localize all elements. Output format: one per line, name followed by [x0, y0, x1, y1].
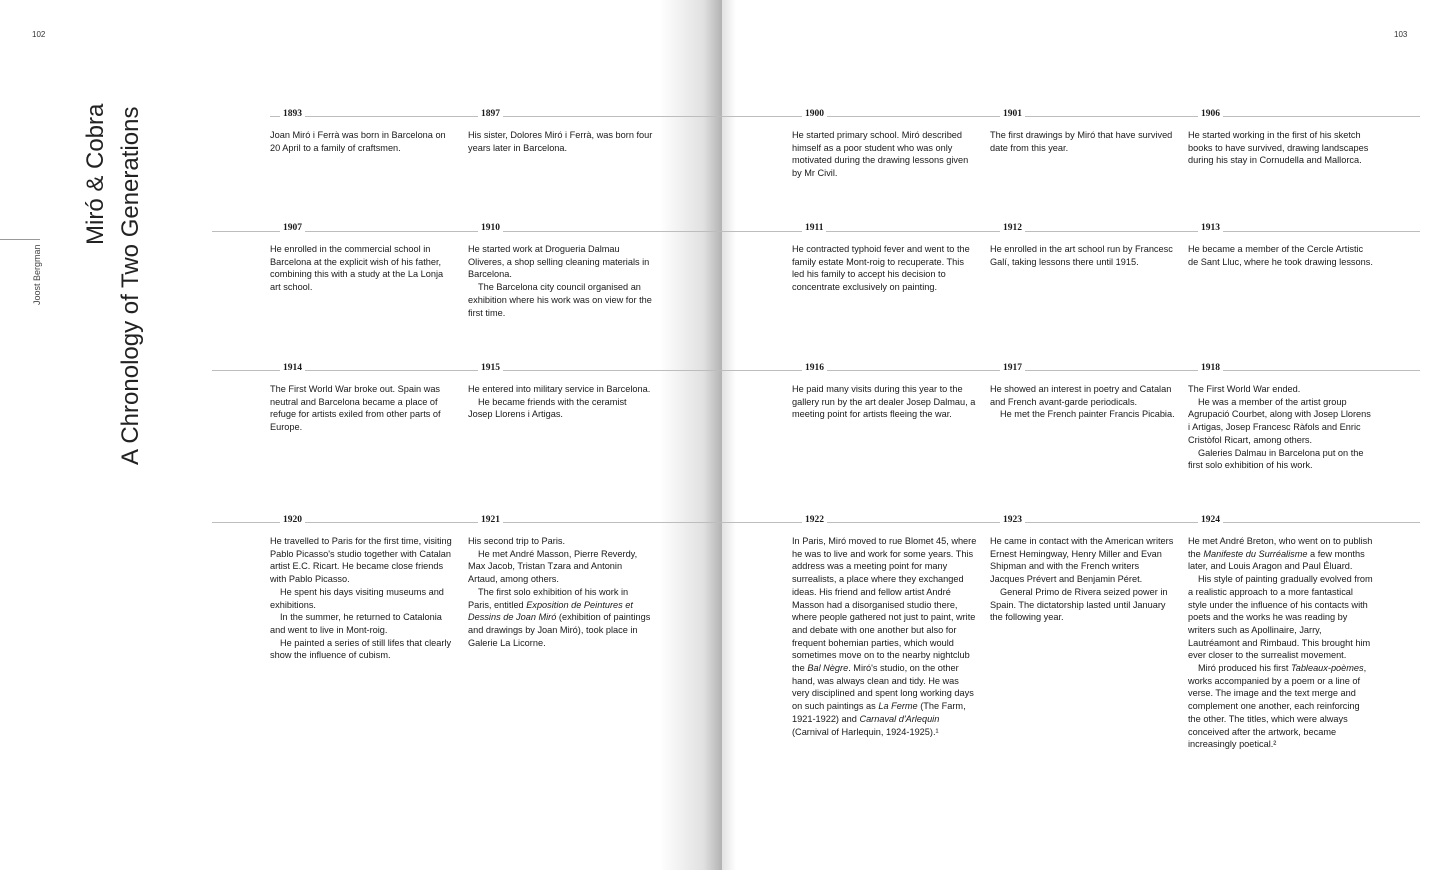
entry-1897	[468, 109, 653, 154]
entry-body	[792, 129, 977, 180]
entry-paragraph: He met the French painter Francis Picabia.	[1000, 409, 1175, 420]
entry-paragraph: He painted a series of still lifes that clearly show the influence of cubism.	[270, 637, 452, 661]
entry-year: 1910	[478, 222, 503, 235]
entry-year: 1911	[802, 222, 826, 235]
entry-paragraph: He entered into military service in Barcelona.	[468, 384, 651, 394]
entry-year: 1917	[1000, 362, 1025, 375]
entry-year: 1924	[1198, 514, 1223, 527]
entry-paragraph: The Barcelona city council organised an exhibition where his work was on view for the first time.	[468, 282, 652, 318]
entry-paragraph: He travelled to Paris for the first time, visiting Pablo Picasso's studio together with Catalan artist E.C. Ricart. He became close friends with Pablo Picasso.	[270, 536, 452, 585]
entry-1917	[990, 363, 1175, 421]
entry-1906	[1188, 109, 1373, 167]
entry-paragraph: He started working in the first of his sketch books to have survived, drawing landscapes during his stay in Cornudella and Mallorca.	[1188, 130, 1369, 166]
entry-paragraph: The First World War broke out. Spain was neutral and Barcelona became a place of refuge for artists exiled from other parts of Europe.	[270, 384, 441, 433]
entry-body	[1188, 383, 1373, 472]
entry-year: 1922	[802, 514, 827, 527]
entry-body	[468, 243, 653, 319]
entry-body	[468, 535, 653, 649]
entry-body	[270, 535, 455, 662]
entry-year: 1901	[1000, 108, 1025, 121]
entry-1915	[468, 363, 653, 421]
entry-year: 1921	[478, 514, 503, 527]
entry-paragraph: The first drawings by Miró that have survived date from this year.	[990, 130, 1173, 153]
entry-body	[990, 243, 1175, 268]
entry-paragraph: He showed an interest in poetry and Catalan and French avant-garde periodicals.	[990, 384, 1172, 407]
entry-paragraph: Joan Miró i Ferrà was born in Barcelona on 20 April to a family of craftsmen.	[270, 130, 446, 153]
entry-year: 1900	[802, 108, 827, 121]
entry-paragraph: His sister, Dolores Miró i Ferrà, was born four years later in Barcelona.	[468, 130, 653, 153]
entry-paragraph: He paid many visits during this year to the gallery run by the art dealer Josep Dalmau, a meeting point for artists fleeing the war.	[792, 384, 976, 420]
timeline-rule-row-1	[270, 116, 1420, 117]
entry-paragraph: He started primary school. Miró described himself as a poor student who was only motivated during the drawing lessons given by Mr Civil.	[792, 130, 969, 179]
entry-1907	[270, 223, 455, 294]
entry-body	[792, 535, 977, 738]
entry-paragraph: Miró produced his first Tableaux-poèmes, works accompanied by a poem or a line of verse. The image and the text merge and complement one another, each reinforcing the other. The titles, which were always conceived after the artwork, became increasingly poetical.²	[1188, 663, 1367, 750]
entry-body	[990, 383, 1175, 421]
entry-body	[270, 383, 455, 434]
entry-1922	[792, 515, 977, 738]
entry-paragraph: The first solo exhibition of his work in Paris, entitled Exposition de Peintures et Dessins de Joan Miró (exhibition of paintings and drawings by Joan Miró), took place in Galerie La Licorne.	[468, 586, 651, 648]
entry-1924	[1188, 515, 1373, 751]
entry-year: 1897	[478, 108, 503, 121]
entry-body	[1188, 129, 1373, 167]
entry-1911	[792, 223, 977, 294]
entry-year: 1923	[1000, 514, 1025, 527]
title-line-2: A Chronology of Two Generations	[117, 106, 144, 465]
entry-body	[990, 129, 1175, 154]
entry-paragraph: The First World War ended.	[1188, 384, 1301, 394]
entry-1901	[990, 109, 1175, 154]
entry-body	[1188, 535, 1373, 751]
entry-1910	[468, 223, 653, 319]
entry-1913	[1188, 223, 1373, 268]
entry-year: 1918	[1198, 362, 1223, 375]
entry-paragraph: He was a member of the artist group Agrupació Courbet, along with Josep Llorens i Artigas, Josep Francesc Ràfols and Enric Cristòfol Ricart, among others.	[1188, 396, 1371, 445]
entry-paragraph: His style of painting gradually evolved from a realistic approach to a more fantastical style under the influence of his contacts with poets and the works he was reading by writers such as Apollinaire, Jarry, Lautréamont and Rimbaud. This brought him ever closer to the surrealist movement.	[1188, 574, 1373, 661]
entry-body	[468, 383, 653, 421]
entry-body	[792, 383, 977, 421]
entry-paragraph: He met André Breton, who went on to publish the Manifeste du Surréalisme a few months later, and Louis Aragon and Paul Éluard.	[1188, 536, 1373, 572]
entry-1920	[270, 515, 455, 662]
entry-paragraph: His second trip to Paris.	[468, 536, 566, 546]
entry-1912	[990, 223, 1175, 268]
entry-paragraph: He started work at Drogueria Dalmau Oliveres, a shop selling cleaning materials in Barcelona.	[468, 244, 650, 280]
entry-paragraph: In the summer, he returned to Catalonia and went to live in Mont-roig.	[270, 612, 442, 635]
entry-paragraph: He contracted typhoid fever and went to the family estate Mont-roig to recuperate. This led his family to accept his decision to concentrate exclusively on painting.	[792, 244, 970, 293]
page-number-left: 102	[32, 30, 46, 39]
entry-body	[792, 243, 977, 294]
entry-body	[1188, 243, 1373, 268]
author-name: Joost Bergman	[32, 244, 42, 305]
entry-paragraph: He became friends with the ceramist Josep Llorens i Artigas.	[468, 396, 627, 420]
page-number-right: 103	[1394, 30, 1408, 39]
entry-year: 1893	[280, 108, 305, 121]
entry-paragraph: He enrolled in the art school run by Francesc Galí, taking lessons there until 1915.	[990, 244, 1173, 267]
entry-1921	[468, 515, 653, 649]
entry-body	[990, 535, 1175, 624]
entry-body	[270, 129, 455, 154]
entry-year: 1915	[478, 362, 503, 375]
title-line-1: Miró & Cobra	[82, 103, 109, 245]
entry-year: 1912	[1000, 222, 1025, 235]
entry-year: 1920	[280, 514, 305, 527]
entry-year: 1907	[280, 222, 305, 235]
entry-year: 1914	[280, 362, 305, 375]
entry-paragraph: He became a member of the Cercle Artistic de Sant Lluc, where he took drawing lessons.	[1188, 244, 1373, 267]
entry-1923	[990, 515, 1175, 624]
entry-paragraph: He spent his days visiting museums and exhibitions.	[270, 586, 444, 610]
entry-paragraph: He met André Masson, Pierre Reverdy, Max Jacob, Tristan Tzara and Antonin Artaud, among others.	[468, 548, 638, 585]
entry-paragraph: Galeries Dalmau in Barcelona put on the first solo exhibition of his work.	[1188, 447, 1364, 471]
entry-1900	[792, 109, 977, 180]
entry-body	[468, 129, 653, 154]
entry-paragraph: He enrolled in the commercial school in Barcelona at the explicit wish of his father, combining this with a study at the La Lonja art school.	[270, 244, 444, 293]
entry-1893	[270, 109, 455, 154]
entry-1916	[792, 363, 977, 421]
entry-1918	[1188, 363, 1373, 472]
entry-paragraph: General Primo de Rivera seized power in Spain. The dictatorship lasted until January the following year.	[990, 586, 1168, 623]
chapter-title-text	[78, 104, 148, 465]
entry-year: 1913	[1198, 222, 1223, 235]
entry-paragraph: He came in contact with the American writers Ernest Hemingway, Henry Miller and Evan Shipman and with the French writers Jacques Prévert and Benjamin Péret.	[990, 536, 1174, 585]
entry-1914	[270, 363, 455, 434]
entry-paragraph: In Paris, Miró moved to rue Blomet 45, where he was to live and work for some years. This address was a meeting point for many surrealists, a place where they exchanged ideas. His friend and fellow artist André Masson had a disorganised studio there, where people gathered not just to paint, write and debate with one another but also for frequent bohemian parties, which would sometimes move on to the nearby nightclub the Bal Nègre. Miró's studio, on the other hand, was always clean and tidy. He was very disciplined and spent long working days on such paintings as La Ferme (The Farm, 1921-1922) and Carnaval d'Arlequin (Carnival of Harlequin, 1924-1925).¹	[792, 536, 977, 737]
entry-year: 1906	[1198, 108, 1223, 121]
entry-body	[270, 243, 455, 294]
entry-year: 1916	[802, 362, 827, 375]
author-rule	[0, 239, 40, 240]
